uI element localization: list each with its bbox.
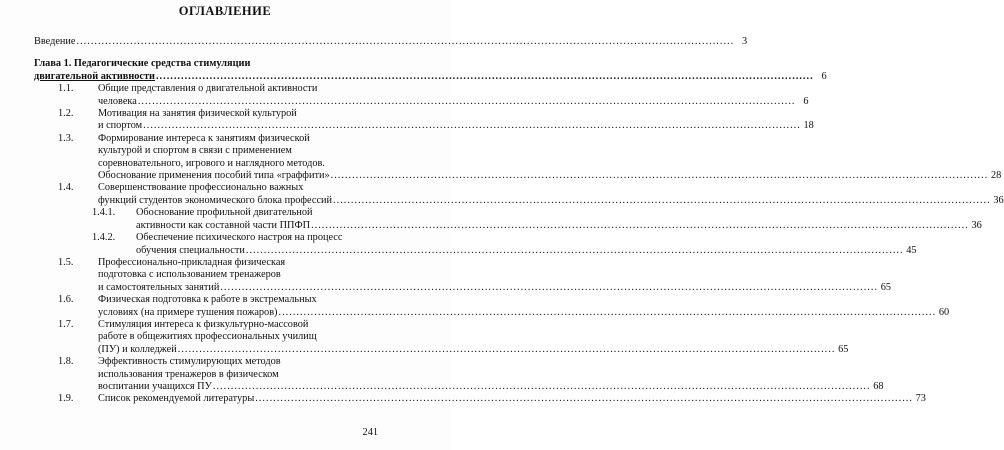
dot-leader <box>310 220 970 232</box>
toc-entry <box>58 356 884 393</box>
toc-entry-text: воспитании учащихся ПУ <box>98 380 212 392</box>
toc-entry <box>58 108 814 133</box>
toc-entry-text: Введение <box>34 36 76 47</box>
toc-entry-text: Обоснование профильной двигательной <box>136 207 313 219</box>
toc-entry-page: 65 <box>880 281 892 293</box>
toc-entry-page: 45 <box>906 244 917 256</box>
dot-leader <box>254 393 914 405</box>
toc-entry-text: использования тренажеров в физическом <box>98 368 279 380</box>
toc-entry <box>92 207 982 232</box>
toc-entry <box>58 182 1004 207</box>
toc-entry-text: подготовка с использованием тренажеров <box>98 269 281 281</box>
toc-entry-number: 1.4.1. <box>92 207 116 219</box>
toc-entry-number: 1.4. <box>58 182 74 194</box>
toc-entry-page: 18 <box>803 120 814 132</box>
toc-entry <box>34 36 748 48</box>
page-title: ОГЛАВЛЕНИЕ <box>178 4 272 18</box>
dot-leader <box>245 245 905 257</box>
toc-entry-page: 73 <box>915 393 926 405</box>
toc-entry <box>58 83 809 108</box>
toc-entry-text: работе в общежитиях профессиональных училищ <box>98 331 317 343</box>
dot-leader <box>137 96 797 108</box>
toc-entry-text: Совершенствование профессионально важных <box>98 182 304 194</box>
dot-leader <box>330 170 990 182</box>
toc-entry-text: функций студентов экономического блока профессий <box>98 194 333 206</box>
toc-entry-text: Формирование интереса к занятиям физической <box>98 132 310 144</box>
toc-entry-text: (ПУ) и колледжей <box>98 343 177 355</box>
toc-entry-number: 1.5. <box>58 256 74 268</box>
toc-entry-text: Общие представления о двигательной активности <box>98 83 318 95</box>
toc-entry <box>58 393 926 405</box>
dot-leader <box>212 381 872 393</box>
toc-entry-page: 3 <box>742 36 748 47</box>
toc-entry-text: активности как составной части ППФП <box>136 219 311 231</box>
toc-entry-text: Обеспечение психического настроя на процесс <box>136 232 343 244</box>
dot-leader <box>76 36 736 48</box>
toc-entry-text: двигательной активности <box>34 70 155 82</box>
toc-entry-text: и самостоятельных занятий <box>98 281 220 293</box>
toc-entry-text: Стимуляция интереса к физкультурно-массовой <box>98 318 309 330</box>
dot-leader <box>332 195 992 207</box>
toc-entry <box>58 132 1002 183</box>
dot-leader <box>142 120 802 132</box>
toc-entry-page: 36 <box>993 194 1004 206</box>
toc-entry-text: Список рекомендуемой литературы <box>98 393 255 405</box>
toc-entry-number: 1.8. <box>58 356 74 368</box>
toc-entry-text: Глава 1. Педагогические средства стимуляции <box>34 58 251 70</box>
toc-entry-text: Эффективность стимулирующих методов <box>98 356 281 368</box>
toc-entry-page: 6 <box>803 95 809 107</box>
toc-entry-page: 68 <box>873 380 884 392</box>
toc-entry-text: соревновательного, игрового и наглядного методов. <box>98 157 325 169</box>
page-number: 241 <box>362 427 378 438</box>
dot-leader <box>177 344 837 356</box>
toc-entry-text: культурой и спортом в связи с применением <box>98 145 292 157</box>
toc-entry <box>34 58 827 83</box>
toc-entry-text: Физическая подготовка к работе в экстремальных <box>98 294 317 306</box>
table-of-contents <box>34 36 1004 406</box>
toc-entry-number: 1.2. <box>58 108 74 120</box>
toc-entry-page: 36 <box>971 219 982 231</box>
toc-entry <box>58 318 849 356</box>
dot-leader <box>219 282 879 294</box>
toc-entry <box>92 232 917 257</box>
toc-entry-page: 28 <box>990 170 1002 182</box>
toc-entry-number: 1.3. <box>58 132 74 144</box>
toc-entry-number: 1.7. <box>58 318 74 330</box>
toc-entry-text: Мотивация на занятия физической культурой <box>98 108 297 120</box>
toc-entry <box>58 294 950 319</box>
toc-entry-page: 60 <box>938 306 950 318</box>
toc-entry-text: условиях (на примере тушения пожаров) <box>98 306 278 318</box>
toc-entry-text: обучения специальности <box>136 244 245 256</box>
toc-entry-page: 65 <box>838 343 849 355</box>
toc-entry-number: 1.9. <box>58 393 74 405</box>
toc-entry-text: и спортом <box>98 120 143 132</box>
toc-entry-text: Профессионально-прикладная физическая <box>98 256 286 268</box>
toc-entry-text: человека <box>98 95 137 107</box>
toc-entry-number: 1.4.2. <box>92 232 116 244</box>
toc-entry-number: 1.1. <box>58 83 74 95</box>
dot-leader <box>278 307 938 319</box>
toc-entry-text: Обоснование применения пособий типа «граффити» <box>98 170 330 182</box>
dot-leader <box>155 71 815 83</box>
toc-entry-number: 1.6. <box>58 294 74 306</box>
toc-entry <box>58 256 892 294</box>
toc-entry-page: 6 <box>821 70 827 82</box>
